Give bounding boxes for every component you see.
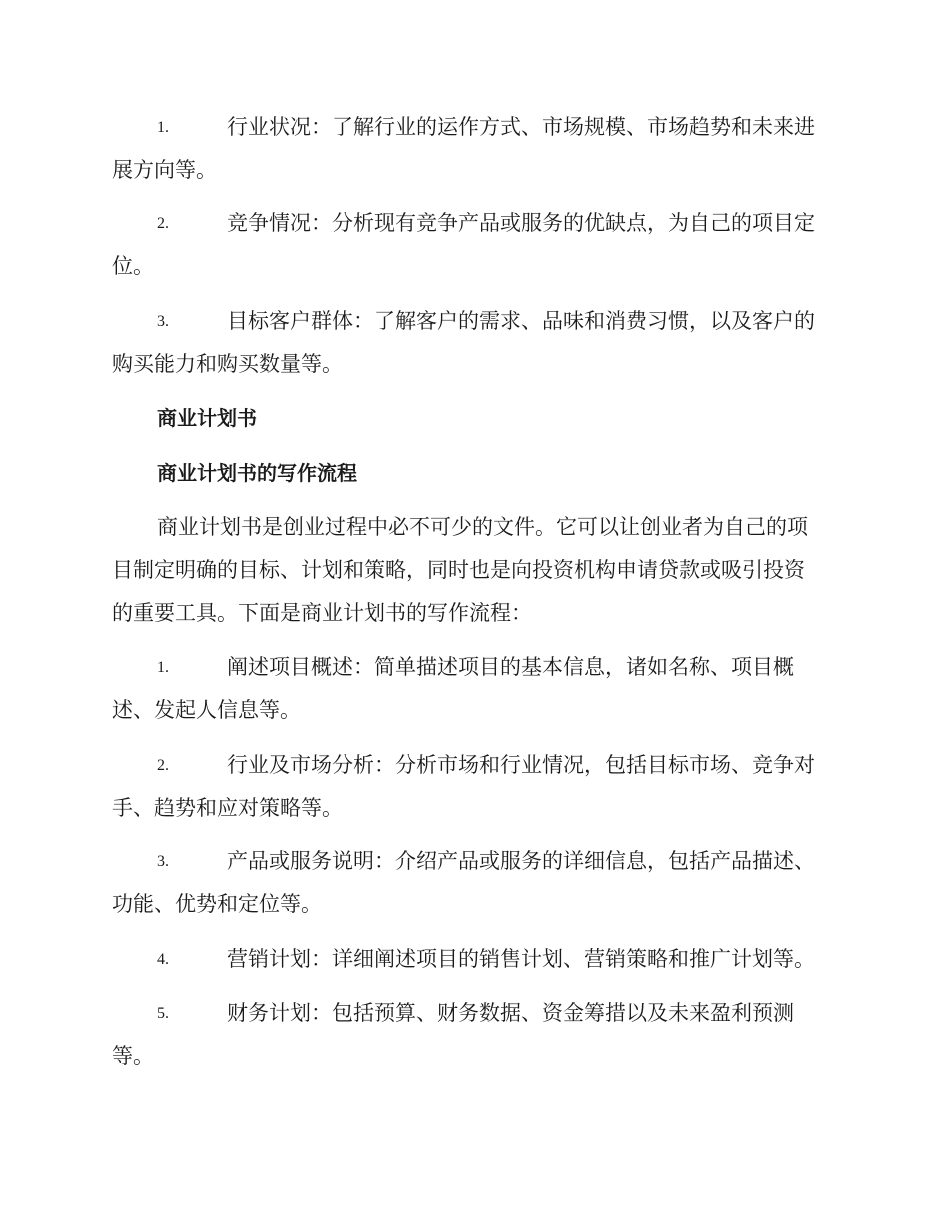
list-item [112,300,832,386]
paragraph-line: 的重要工具。下面是商业计划书的写作流程： [112,601,532,625]
list-item-number: 3. [157,853,169,870]
list-item-number: 1. [157,659,169,676]
list-item-text: 行业及市场分析：分析市场和行业情况，包括目标市场、竞争对 [227,753,815,777]
section-heading [112,397,832,440]
list-item [112,992,832,1078]
list-item-text-continued: 位。 [112,254,154,278]
list-item [112,840,832,926]
list-item-number: 2. [157,757,169,774]
list-item-text-continued: 手、趋势和应对策略等。 [112,796,343,820]
list-item [112,938,832,981]
list-item [112,202,832,288]
list-item-text: 阐述项目概述：简单描述项目的基本信息，诸如名称、项目概 [227,655,794,679]
heading-writing-process: 商业计划书的写作流程 [157,461,357,485]
list-item [112,744,832,830]
list-item-text-continued: 购买能力和购买数量等。 [112,352,343,376]
list-item-text-continued: 功能、优势和定位等。 [112,892,322,916]
intro-paragraph [112,506,832,635]
list-item-text-continued: 等。 [112,1044,154,1068]
list-item-number: 5. [157,1005,169,1022]
paragraph-line: 目制定明确的目标、计划和策略，同时也是向投资机构申请贷款或吸引投资 [112,558,805,582]
list-item-text: 财务计划：包括预算、财务数据、资金筹措以及未来盈利预测 [227,1001,794,1025]
list-item-number: 3. [157,313,169,330]
list-item [112,106,832,192]
heading-business-plan: 商业计划书 [157,406,257,430]
list-item-number: 4. [157,951,169,968]
list-item-number: 2. [157,215,169,232]
list-item-text: 竞争情况：分析现有竞争产品或服务的优缺点，为自己的项目定 [227,211,815,235]
list-item-text: 行业状况：了解行业的运作方式、市场规模、市场趋势和未来进 [227,115,815,139]
section-heading [112,452,832,495]
list-item-number: 1. [157,119,169,136]
list-item-text-continued: 述、发起人信息等。 [112,698,301,722]
list-item-text: 营销计划：详细阐述项目的销售计划、营销策略和推广计划等。 [227,947,815,971]
list-item-text: 产品或服务说明：介绍产品或服务的详细信息，包括产品描述、 [227,849,815,873]
list-item [112,646,832,732]
paragraph-line: 商业计划书是创业过程中必不可少的文件。它可以让创业者为自己的项 [157,515,808,539]
list-item-text-continued: 展方向等。 [112,158,217,182]
list-item-text: 目标客户群体：了解客户的需求、品味和消费习惯，以及客户的 [227,309,815,333]
